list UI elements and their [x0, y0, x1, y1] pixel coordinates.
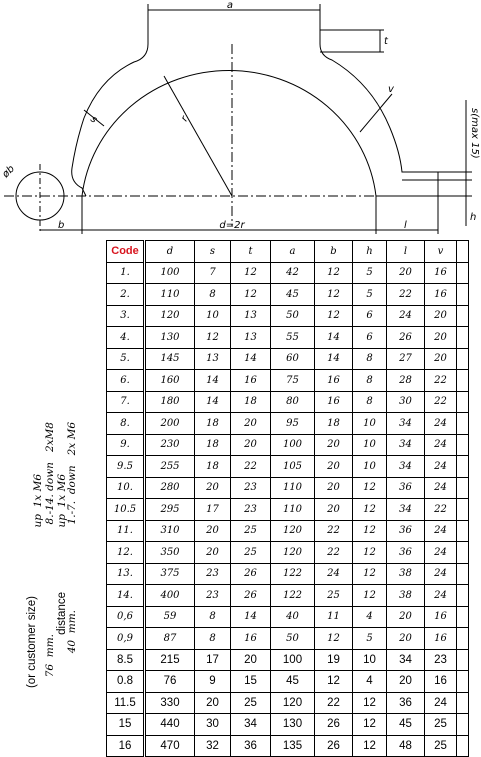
cell-b: 26 [315, 735, 353, 757]
cell-d: 120 [145, 305, 195, 327]
cell-s: 14 [195, 391, 231, 413]
cell-v: 24 [425, 585, 457, 607]
dim-s-max: s(max 15) [469, 108, 480, 159]
cell-h: 12 [353, 735, 387, 757]
dim-s: s [88, 113, 100, 126]
cell-empty [457, 692, 469, 714]
cell-l: 28 [387, 370, 425, 392]
cell-s: 12 [195, 327, 231, 349]
cell-s: 23 [195, 563, 231, 585]
table-row [107, 563, 469, 585]
cell-l: 20 [387, 606, 425, 628]
header-b: b [315, 241, 353, 263]
header-code: Code [107, 241, 145, 263]
table-row [107, 262, 469, 284]
cell-v: 16 [425, 262, 457, 284]
cell-t: 12 [231, 284, 271, 306]
cell-b: 16 [315, 370, 353, 392]
cell-a: 75 [271, 370, 315, 392]
cell-h: 8 [353, 370, 387, 392]
cell-d: 230 [145, 434, 195, 456]
cell-t: 14 [231, 348, 271, 370]
note-line-7: 76 mm. [44, 634, 56, 678]
cell-t: 22 [231, 456, 271, 478]
cell-b: 20 [315, 477, 353, 499]
cell-s: 23 [195, 585, 231, 607]
cell-empty [457, 649, 469, 671]
cell-a: 100 [271, 649, 315, 671]
cell-v: 16 [425, 606, 457, 628]
cell-v: 20 [425, 305, 457, 327]
cell-d: 295 [145, 499, 195, 521]
cell-b: 14 [315, 348, 353, 370]
cell-l: 34 [387, 649, 425, 671]
cell-v: 24 [425, 520, 457, 542]
table-row [107, 542, 469, 564]
cell-h: 4 [353, 606, 387, 628]
cell-code: 8. [107, 413, 145, 435]
cell-v: 23 [425, 649, 457, 671]
cell-d: 215 [145, 649, 195, 671]
outer-profile [72, 12, 148, 196]
cell-l: 36 [387, 520, 425, 542]
cell-a: 100 [271, 434, 315, 456]
header-h: h [353, 241, 387, 263]
cell-s: 32 [195, 735, 231, 757]
dim-r: r [179, 114, 191, 124]
cell-v: 24 [425, 434, 457, 456]
note-line-6: distance [56, 592, 68, 635]
dim-h: h [470, 212, 477, 223]
cell-empty [457, 563, 469, 585]
cell-d: 255 [145, 456, 195, 478]
cell-l: 22 [387, 284, 425, 306]
cell-h: 4 [353, 671, 387, 693]
cell-s: 20 [195, 692, 231, 714]
cell-a: 122 [271, 563, 315, 585]
cell-empty [457, 735, 469, 757]
cell-t: 25 [231, 692, 271, 714]
cell-s: 18 [195, 413, 231, 435]
cell-a: 42 [271, 262, 315, 284]
cell-t: 26 [231, 585, 271, 607]
cell-empty [457, 391, 469, 413]
cell-d: 375 [145, 563, 195, 585]
table-row [107, 628, 469, 650]
cell-v: 24 [425, 692, 457, 714]
cell-a: 55 [271, 327, 315, 349]
table-row [107, 606, 469, 628]
cell-b: 22 [315, 542, 353, 564]
table-row [107, 456, 469, 478]
dimension-table [106, 240, 469, 757]
cell-l: 20 [387, 628, 425, 650]
cell-s: 17 [195, 649, 231, 671]
cell-code: 12. [107, 542, 145, 564]
table-row [107, 391, 469, 413]
cell-code: 13. [107, 563, 145, 585]
cell-v: 25 [425, 735, 457, 757]
cell-v: 20 [425, 348, 457, 370]
header-v: v [425, 241, 457, 263]
cell-s: 18 [195, 456, 231, 478]
cell-code: 9.5 [107, 456, 145, 478]
inner-arc [82, 70, 376, 196]
cell-code: 11.5 [107, 692, 145, 714]
cell-code: 7. [107, 391, 145, 413]
cell-h: 5 [353, 628, 387, 650]
table-row [107, 370, 469, 392]
cell-h: 5 [353, 284, 387, 306]
cell-code: 11. [107, 520, 145, 542]
cell-s: 7 [195, 262, 231, 284]
table-row [107, 434, 469, 456]
dim-l: l [404, 220, 407, 231]
cell-v: 24 [425, 456, 457, 478]
cell-a: 105 [271, 456, 315, 478]
cell-s: 20 [195, 542, 231, 564]
cell-empty [457, 585, 469, 607]
cell-a: 135 [271, 735, 315, 757]
cell-t: 23 [231, 477, 271, 499]
dim-b: b [58, 220, 65, 231]
note-line-1: 1.-7. down 2x M6 [66, 422, 78, 525]
cell-code: 6. [107, 370, 145, 392]
cell-empty [457, 413, 469, 435]
note-line-8: (or customer size) [26, 596, 38, 689]
cell-l: 38 [387, 563, 425, 585]
note-line-3: 8.-14. down 2xM8 [44, 422, 56, 525]
cell-l: 38 [387, 585, 425, 607]
cell-b: 25 [315, 585, 353, 607]
cell-t: 23 [231, 499, 271, 521]
cell-d: 130 [145, 327, 195, 349]
dim-a: a [226, 0, 234, 11]
cell-d: 330 [145, 692, 195, 714]
cell-a: 80 [271, 391, 315, 413]
cell-h: 5 [353, 262, 387, 284]
cell-h: 8 [353, 348, 387, 370]
cell-b: 20 [315, 434, 353, 456]
cell-v: 20 [425, 327, 457, 349]
cell-empty [457, 456, 469, 478]
dim-v: v [388, 84, 394, 95]
cell-a: 95 [271, 413, 315, 435]
cell-s: 8 [195, 606, 231, 628]
cell-a: 50 [271, 628, 315, 650]
cell-v: 16 [425, 671, 457, 693]
cell-s: 8 [195, 284, 231, 306]
cell-empty [457, 499, 469, 521]
cell-h: 10 [353, 434, 387, 456]
table-row [107, 327, 469, 349]
table-row [107, 585, 469, 607]
cell-v: 24 [425, 477, 457, 499]
cell-d: 100 [145, 262, 195, 284]
cell-l: 36 [387, 692, 425, 714]
cell-s: 10 [195, 305, 231, 327]
cell-empty [457, 348, 469, 370]
cell-d: 110 [145, 284, 195, 306]
cell-s: 13 [195, 348, 231, 370]
cell-a: 50 [271, 305, 315, 327]
cell-h: 6 [353, 305, 387, 327]
cell-s: 30 [195, 714, 231, 736]
cell-h: 12 [353, 692, 387, 714]
cell-t: 13 [231, 327, 271, 349]
cell-h: 12 [353, 714, 387, 736]
cell-v: 16 [425, 628, 457, 650]
table-row [107, 692, 469, 714]
header-d: d [145, 241, 195, 263]
cell-empty [457, 542, 469, 564]
cell-d: 87 [145, 628, 195, 650]
cell-empty [457, 327, 469, 349]
cell-h: 6 [353, 327, 387, 349]
cell-t: 20 [231, 413, 271, 435]
cell-l: 30 [387, 391, 425, 413]
cell-empty [457, 520, 469, 542]
cell-a: 45 [271, 671, 315, 693]
cell-b: 18 [315, 413, 353, 435]
cell-v: 25 [425, 714, 457, 736]
cell-d: 400 [145, 585, 195, 607]
cell-t: 18 [231, 391, 271, 413]
cell-code: 16 [107, 735, 145, 757]
cell-b: 14 [315, 327, 353, 349]
cell-h: 12 [353, 477, 387, 499]
cell-code: 15 [107, 714, 145, 736]
cell-t: 15 [231, 671, 271, 693]
cell-v: 22 [425, 391, 457, 413]
cell-v: 22 [425, 370, 457, 392]
outer-profile-right [320, 12, 438, 196]
cell-code: 0,9 [107, 628, 145, 650]
cell-s: 17 [195, 499, 231, 521]
cell-l: 36 [387, 477, 425, 499]
cell-code: 8.5 [107, 649, 145, 671]
dim-t: t [384, 36, 388, 47]
cell-t: 25 [231, 542, 271, 564]
cell-t: 20 [231, 434, 271, 456]
cell-empty [457, 370, 469, 392]
cell-t: 26 [231, 563, 271, 585]
header-empty [457, 241, 469, 263]
table-row [107, 649, 469, 671]
cell-b: 22 [315, 520, 353, 542]
cell-a: 45 [271, 284, 315, 306]
cell-d: 160 [145, 370, 195, 392]
cell-l: 26 [387, 327, 425, 349]
cell-h: 10 [353, 413, 387, 435]
cell-h: 12 [353, 499, 387, 521]
cell-a: 130 [271, 714, 315, 736]
cell-empty [457, 628, 469, 650]
table-row [107, 671, 469, 693]
cell-v: 24 [425, 413, 457, 435]
cell-b: 26 [315, 714, 353, 736]
cell-empty [457, 606, 469, 628]
table-row [107, 305, 469, 327]
cell-a: 120 [271, 692, 315, 714]
cell-empty [457, 305, 469, 327]
cell-d: 180 [145, 391, 195, 413]
cell-t: 16 [231, 370, 271, 392]
cell-h: 12 [353, 542, 387, 564]
cell-b: 12 [315, 628, 353, 650]
cell-s: 20 [195, 477, 231, 499]
cell-code: 10.5 [107, 499, 145, 521]
cell-s: 20 [195, 520, 231, 542]
cell-empty [457, 477, 469, 499]
cell-t: 34 [231, 714, 271, 736]
cell-h: 10 [353, 456, 387, 478]
cell-v: 24 [425, 563, 457, 585]
cell-a: 110 [271, 477, 315, 499]
cell-d: 350 [145, 542, 195, 564]
cell-b: 12 [315, 262, 353, 284]
dim-d: d=2r [219, 220, 245, 231]
cell-l: 34 [387, 434, 425, 456]
cell-l: 34 [387, 413, 425, 435]
cell-a: 40 [271, 606, 315, 628]
cell-a: 120 [271, 520, 315, 542]
cell-h: 12 [353, 520, 387, 542]
cell-b: 19 [315, 649, 353, 671]
cell-code: 1. [107, 262, 145, 284]
cell-t: 20 [231, 649, 271, 671]
cell-v: 24 [425, 542, 457, 564]
cell-d: 440 [145, 714, 195, 736]
cell-l: 34 [387, 456, 425, 478]
header-t: t [231, 241, 271, 263]
table-row [107, 284, 469, 306]
cell-d: 310 [145, 520, 195, 542]
header-a: a [271, 241, 315, 263]
cell-code: 9. [107, 434, 145, 456]
cell-v: 16 [425, 284, 457, 306]
cell-a: 60 [271, 348, 315, 370]
cell-l: 24 [387, 305, 425, 327]
cell-l: 20 [387, 671, 425, 693]
cell-b: 11 [315, 606, 353, 628]
cell-t: 36 [231, 735, 271, 757]
cell-b: 20 [315, 499, 353, 521]
cell-s: 8 [195, 628, 231, 650]
header-s: s [195, 241, 231, 263]
cell-empty [457, 714, 469, 736]
note-line-5: 40 mm. [66, 610, 78, 654]
cell-t: 14 [231, 606, 271, 628]
cell-d: 145 [145, 348, 195, 370]
cell-d: 59 [145, 606, 195, 628]
cell-h: 12 [353, 563, 387, 585]
note-line-4: up 1x M6 [32, 474, 44, 528]
cell-b: 12 [315, 284, 353, 306]
table-row [107, 520, 469, 542]
cell-b: 24 [315, 563, 353, 585]
cell-code: 0.8 [107, 671, 145, 693]
cell-a: 122 [271, 585, 315, 607]
cell-v: 22 [425, 499, 457, 521]
cell-code: 5. [107, 348, 145, 370]
cell-code: 4. [107, 327, 145, 349]
table-row [107, 735, 469, 757]
cell-t: 12 [231, 262, 271, 284]
cell-l: 34 [387, 499, 425, 521]
table-row [107, 477, 469, 499]
cell-l: 36 [387, 542, 425, 564]
cell-empty [457, 671, 469, 693]
cell-empty [457, 434, 469, 456]
cell-t: 16 [231, 628, 271, 650]
cell-l: 20 [387, 262, 425, 284]
table-row [107, 499, 469, 521]
cell-code: 0,6 [107, 606, 145, 628]
cell-s: 14 [195, 370, 231, 392]
cell-a: 120 [271, 542, 315, 564]
cell-d: 76 [145, 671, 195, 693]
cell-code: 14. [107, 585, 145, 607]
cell-empty [457, 262, 469, 284]
cell-l: 45 [387, 714, 425, 736]
cell-b: 16 [315, 391, 353, 413]
cell-t: 13 [231, 305, 271, 327]
cell-s: 9 [195, 671, 231, 693]
cell-h: 10 [353, 649, 387, 671]
cell-h: 12 [353, 585, 387, 607]
cell-b: 12 [315, 305, 353, 327]
table-header [107, 241, 469, 263]
table-row [107, 413, 469, 435]
header-l: l [387, 241, 425, 263]
table-row [107, 714, 469, 736]
note-line-2: up 1x M6 [56, 474, 68, 528]
cell-l: 48 [387, 735, 425, 757]
technical-drawing [0, 0, 481, 240]
cell-a: 110 [271, 499, 315, 521]
cell-l: 27 [387, 348, 425, 370]
cell-empty [457, 284, 469, 306]
cell-d: 200 [145, 413, 195, 435]
cell-t: 25 [231, 520, 271, 542]
cell-b: 12 [315, 671, 353, 693]
cell-b: 20 [315, 456, 353, 478]
table-row [107, 348, 469, 370]
cell-b: 22 [315, 692, 353, 714]
cell-code: 2. [107, 284, 145, 306]
cell-s: 18 [195, 434, 231, 456]
cell-d: 280 [145, 477, 195, 499]
cell-code: 3. [107, 305, 145, 327]
cell-code: 10. [107, 477, 145, 499]
cell-h: 8 [353, 391, 387, 413]
cell-d: 470 [145, 735, 195, 757]
dim-phi-b: øb [0, 163, 17, 181]
